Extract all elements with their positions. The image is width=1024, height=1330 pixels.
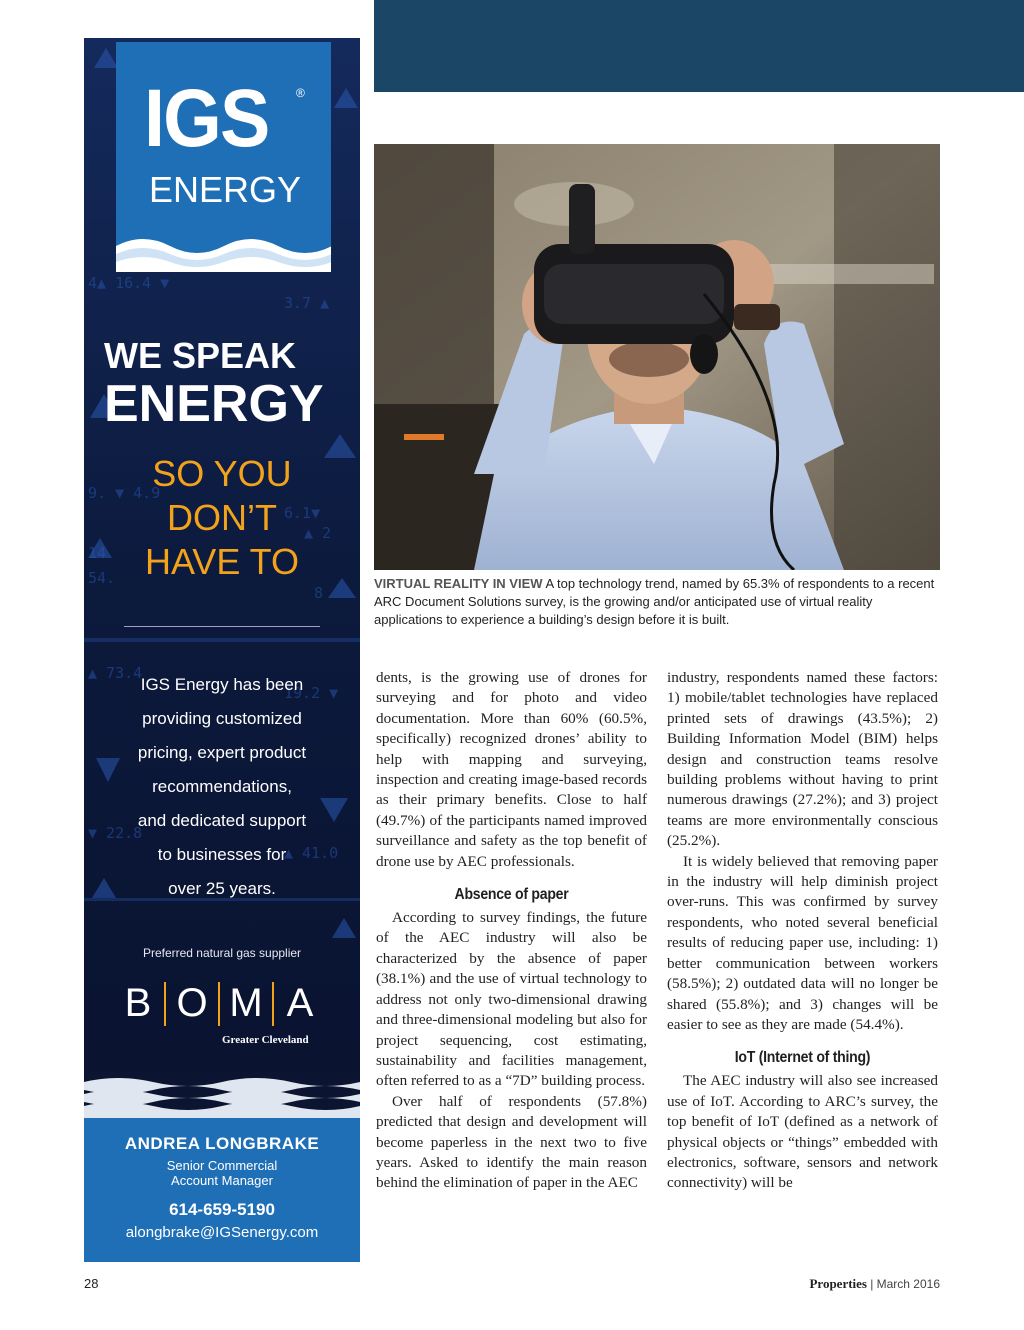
- vr-headset-photo: [374, 144, 940, 570]
- article-paragraph: It is widely believed that removing paper in the industry will help diminish project over-runs. This was confirmed by survey respondents, who noted several beneficial results of reducing paper use, including: 1) better communication between workers (58.5%); 2) outdated data will no longer be shared (55.8%); and 3) changes will be easier to see as they are made (54.4%).: [667, 852, 938, 1033]
- svg-text:4▲ 16.4 ▼: 4▲ 16.4 ▼: [88, 274, 170, 292]
- photo-caption: [374, 575, 944, 629]
- running-footer: [809, 1276, 940, 1292]
- ad-body-copy: [94, 668, 350, 906]
- ad-body-line: and dedicated support: [137, 811, 307, 830]
- boma-letter: O: [176, 981, 208, 1025]
- ad-body-line: to businesses for: [157, 845, 287, 864]
- footer-separator: |: [870, 1277, 874, 1291]
- svg-text:8: 8: [314, 584, 324, 602]
- page-number: 28: [84, 1276, 99, 1291]
- ad-body-line: over 25 years.: [168, 879, 276, 898]
- svg-text:54.: 54.: [88, 569, 116, 587]
- contact-panel: [84, 1118, 360, 1262]
- logo-igs-text: IGS: [144, 73, 269, 164]
- headline-line: SO YOU: [152, 453, 292, 494]
- logo-energy-text: ENERGY: [149, 169, 302, 210]
- svg-text:6.1▼: 6.1▼: [284, 504, 321, 522]
- boma-letter: A: [286, 981, 314, 1025]
- boma-letter: B: [124, 981, 152, 1025]
- svg-text:▲ 73.4: ▲ 73.4: [88, 664, 143, 682]
- headline-line: DON’T: [167, 497, 277, 538]
- article-paragraph: According to survey findings, the future of the AEC industry will also be characterized by the absence of paper (38.1%) and the use of virtual technology to address not only two-dimensional drawing and three-dimensional modeling but also for project sequencing, cost estimating, sustainability and facilities management, often referred to as a “7D” building process.: [376, 909, 647, 1090]
- article-paragraph: The AEC industry will also see increased use of IoT. According to ARC’s survey, the top benefit of IoT (defined as a network of physical objects or “things” embedded with electronics, software, sensors and network connectivity) will be: [667, 1072, 938, 1192]
- contact-name: ANDREA LONGBRAKE: [124, 1134, 320, 1153]
- ad-body-line: providing customized: [142, 709, 302, 728]
- article-column-2: [667, 668, 938, 1194]
- boma-letter: M: [229, 981, 263, 1025]
- vr-photo-illustration: [374, 144, 940, 570]
- contact-email[interactable]: alongbrake@IGSenergy.com: [125, 1224, 319, 1241]
- registered-mark: ®: [296, 86, 305, 100]
- contact-title-line: Account Manager: [171, 1173, 273, 1188]
- section-heading-absence-of-paper: Absence of paper: [454, 886, 569, 904]
- svg-text:▼ 22.8: ▼ 22.8: [88, 824, 143, 842]
- svg-text:3.7 ▲: 3.7 ▲: [284, 294, 330, 312]
- issue-date: March 2016: [876, 1277, 940, 1291]
- svg-text:▲ 41.0: ▲ 41.0: [284, 844, 339, 862]
- contact-phone[interactable]: 614-659-5190: [169, 1200, 275, 1219]
- svg-text:14: 14: [88, 544, 107, 562]
- preferred-supplier-note: Preferred natural gas supplier: [142, 946, 302, 960]
- article-paragraph: Over half of respondents (57.8%) predicted that design and development will become paperless in the next two to five years. Asked to identify the main reason behind the elimination of paper in the AEC: [376, 1092, 647, 1192]
- header-color-bar: [374, 0, 1024, 92]
- igs-energy-advertisement: [84, 38, 360, 1262]
- ad-body-line: IGS Energy has been: [140, 675, 304, 694]
- contact-title: [84, 1158, 360, 1188]
- article-paragraph: dents, is the growing use of drones for surveying and for photo and video documentation. More than 60% (60.5%, specifically) recognized drones’ ability to help with mapping and surveying, inspection and creating image-based records as their primary benefits. Close to half (49.7%) of the participants named improved surveillance and safety as the top benefit of drone use by AEC professionals.: [376, 669, 647, 870]
- divider: [124, 626, 320, 627]
- section-heading-iot: IoT (Internet of thing): [734, 1049, 871, 1067]
- svg-text:▲ 2: ▲ 2: [304, 524, 332, 542]
- publication-name: Properties: [809, 1276, 867, 1291]
- article-paragraph: industry, respondents named these factors: 1) mobile/tablet technologies have replaced printed sets of drawings (43.5%); 2) Building Information Model (BIM) helps design and construction teams resolve building problems without having to print numerous drawings (27.2%); and 3) project teams are more environmentally conscious (25.2%).: [667, 669, 938, 850]
- caption-text: A top technology trend, named by 65.3% of respondents to a recent ARC Document Solutions survey, is the growing and/or anticipated use of virtual reality applications to experience a building’s design before it is built.: [374, 576, 935, 627]
- headline-energy: ENERGY: [104, 375, 324, 433]
- svg-text:9. ▼ 4.9: 9. ▼ 4.9: [88, 484, 161, 502]
- contact-title-line: Senior Commercial: [166, 1158, 278, 1173]
- caption-kicker: VIRTUAL REALITY IN VIEW: [374, 576, 543, 591]
- boma-subtitle: Greater Cleveland: [222, 1034, 309, 1046]
- ad-body-line: pricing, expert product: [137, 743, 307, 762]
- ad-body-line: recommendations,: [152, 777, 292, 796]
- article-column-1: [376, 668, 647, 1194]
- wave-stripes-graphic: [84, 1072, 360, 1118]
- logo-wave-graphic: [116, 228, 331, 272]
- headline-so-you-dont-have-to: [84, 452, 360, 584]
- headline-we-speak: WE SPEAK: [104, 335, 297, 376]
- igs-logo: [116, 42, 331, 272]
- headline-line: HAVE TO: [144, 541, 300, 582]
- svg-text:19.2 ▼: 19.2 ▼: [284, 684, 339, 702]
- boma-logo: [112, 980, 326, 1030]
